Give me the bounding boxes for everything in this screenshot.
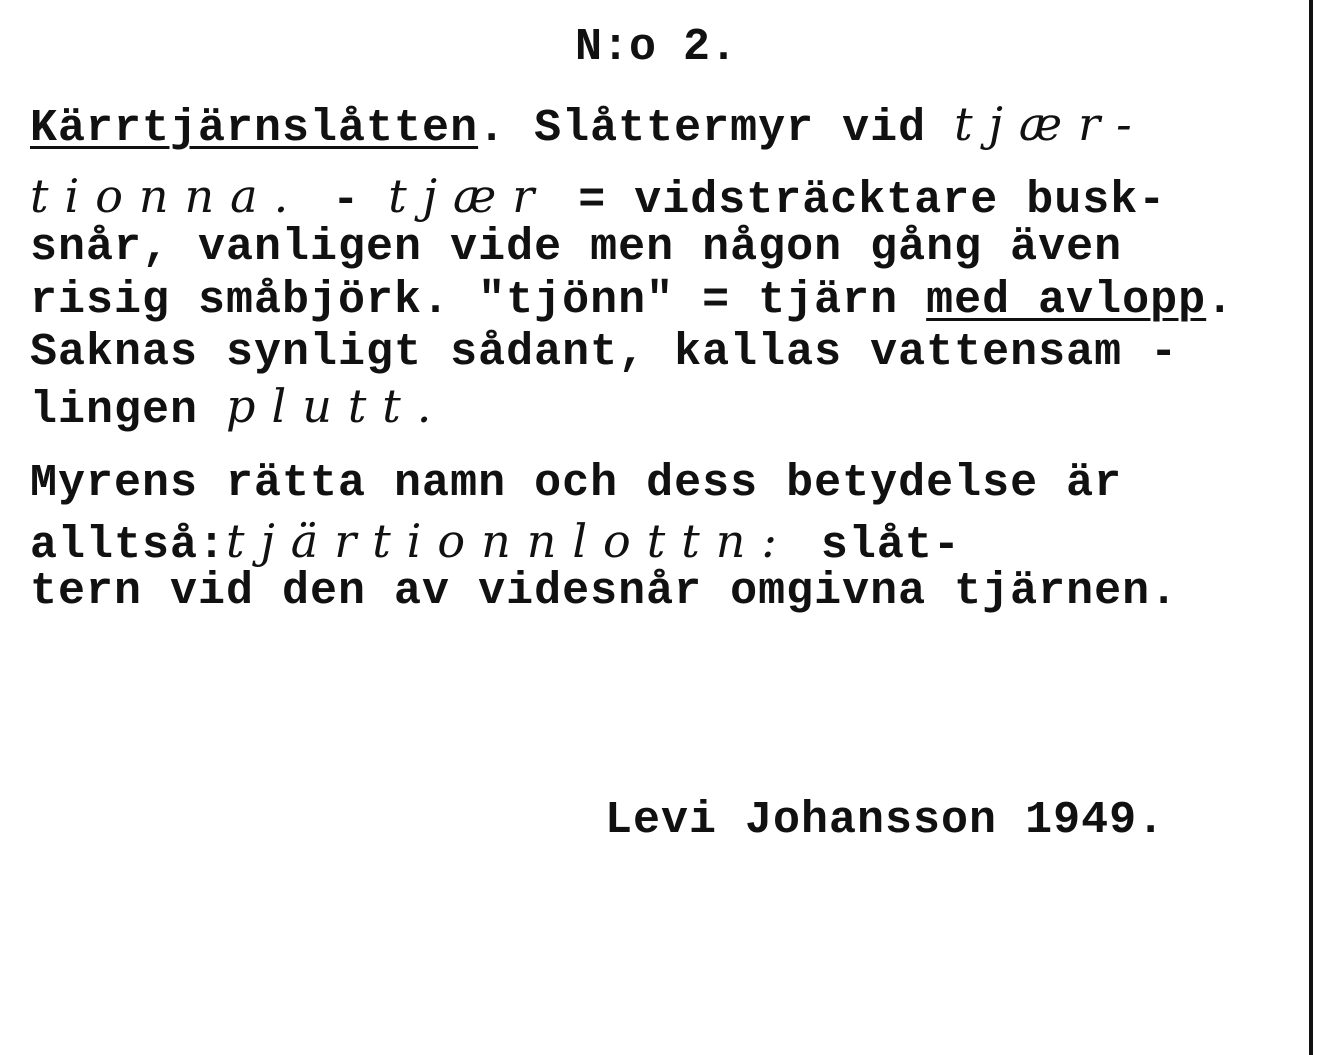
place-name: Kärrtjärnslåtten <box>30 103 479 154</box>
underlined-phrase: med avlopp <box>926 275 1207 326</box>
handwritten-word-3: tjær <box>388 169 551 223</box>
text-line-6 <box>30 380 447 437</box>
line-8-end: slåt- <box>792 520 961 571</box>
text-line-3: snår, vanligen vide men någon gång även <box>30 222 1123 273</box>
line-4-text: risig småbjörk. "tjönn" = tjärn <box>30 275 927 326</box>
line-8-text: alltså: <box>30 520 227 571</box>
line-2-text: = vidsträcktare busk- <box>550 175 1167 226</box>
text-line-7: Myrens rätta namn och dess betydelse är <box>30 458 1123 509</box>
signature: Levi Johansson 1949. <box>605 795 1166 846</box>
text-line-1 <box>30 98 1148 155</box>
card-number: N:o 2. <box>575 22 738 73</box>
text-line-8 <box>30 515 961 572</box>
line-4-end: . <box>1206 275 1235 326</box>
line-2-dash: - <box>304 175 389 226</box>
text-line-4 <box>30 275 1234 327</box>
line-1-text: . Slåttermyr vid <box>478 103 955 154</box>
handwritten-word-2: tionna. <box>30 169 305 223</box>
handwritten-word-1: tjær- <box>954 97 1148 151</box>
text-line-2 <box>30 170 1166 227</box>
line-6-text: lingen <box>30 385 227 436</box>
handwritten-word-5: tjärtionnlottn: <box>226 514 793 568</box>
card-edge <box>1309 0 1313 1055</box>
text-line-9: tern vid den av videsnår omgivna tjärnen. <box>30 566 1179 617</box>
handwritten-word-4: plutt. <box>226 379 448 433</box>
text-line-5: Saknas synligt sådant, kallas vattensam - <box>30 327 1179 378</box>
